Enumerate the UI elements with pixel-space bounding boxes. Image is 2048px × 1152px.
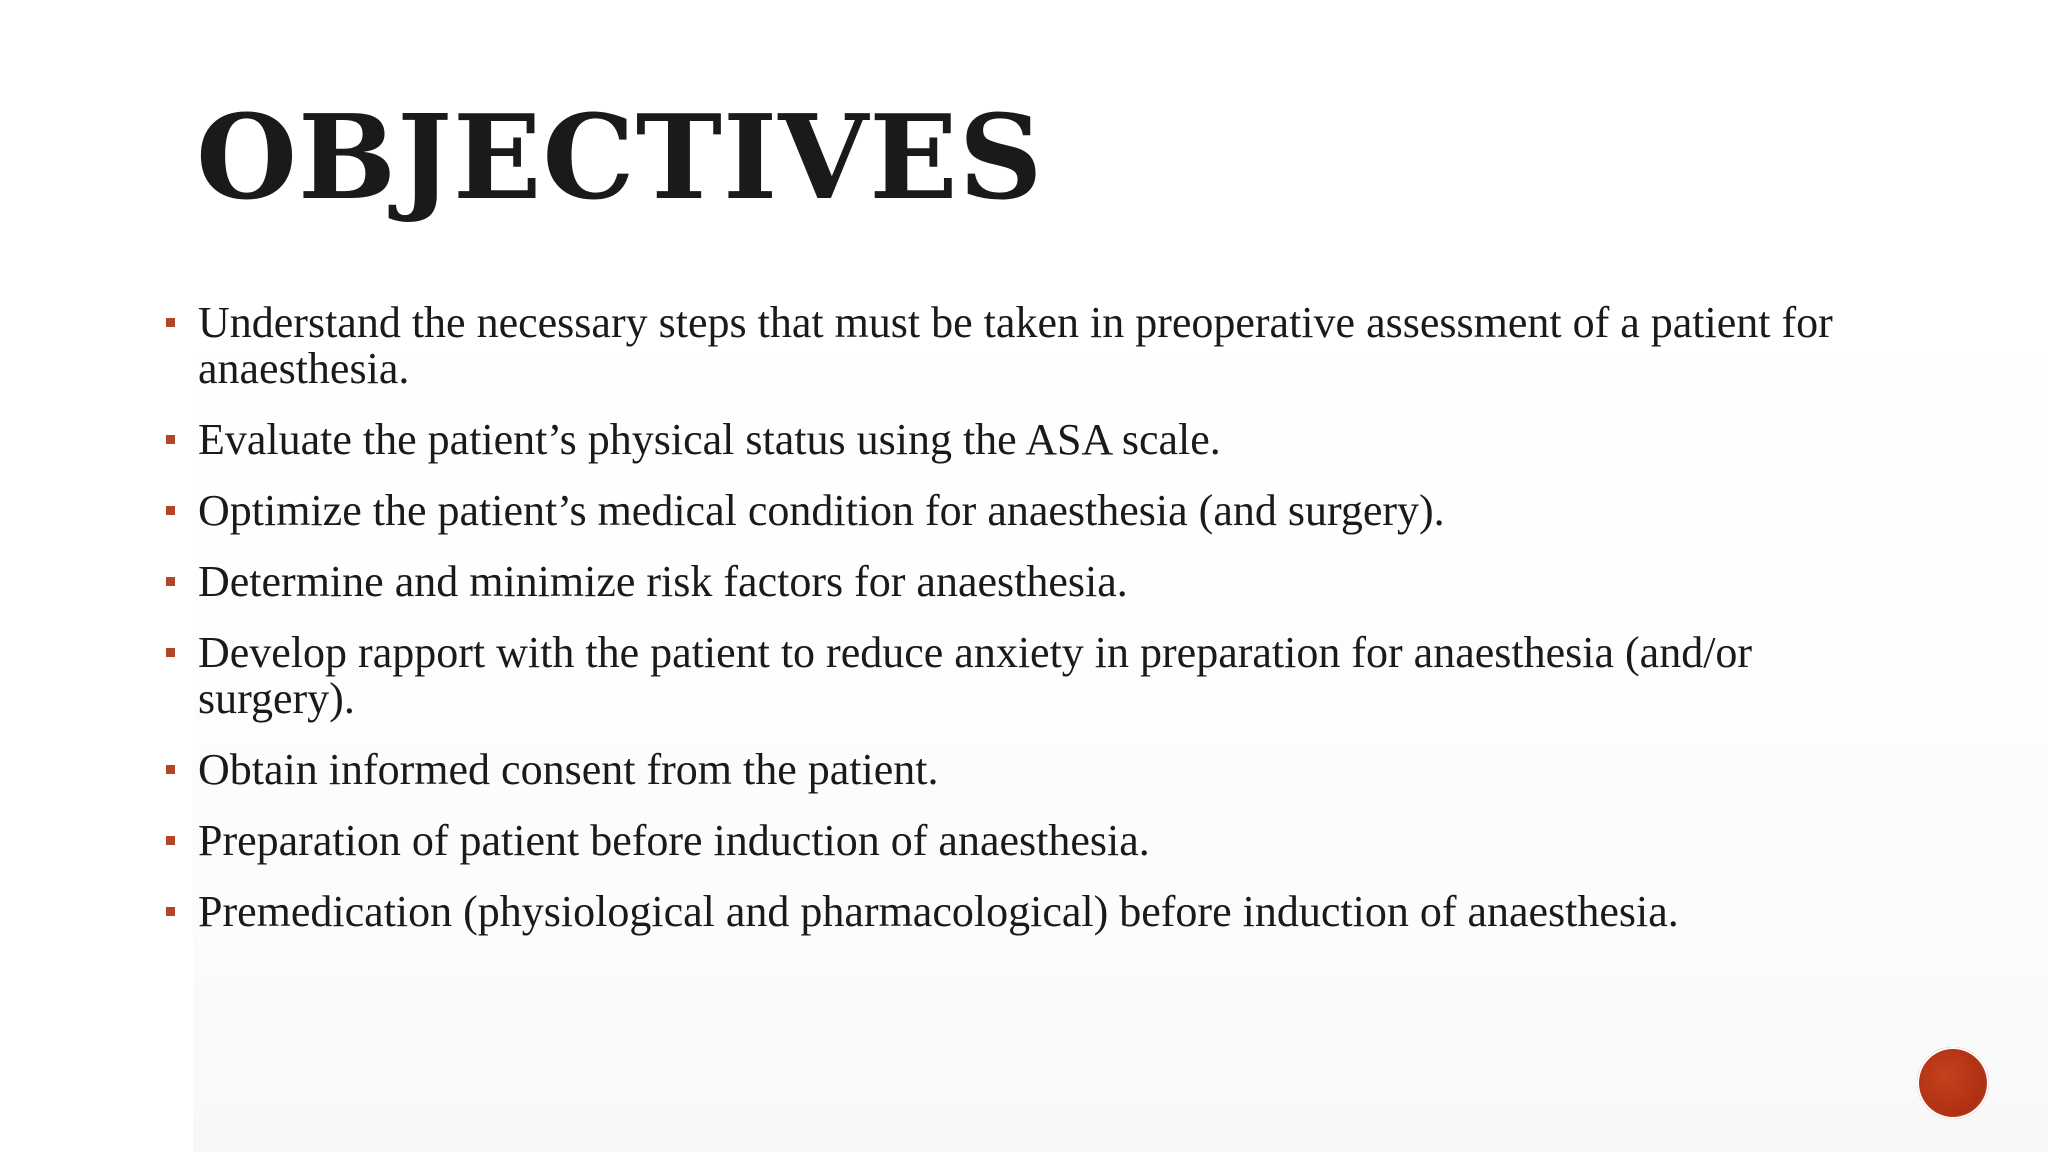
objective-item bbox=[166, 889, 1866, 935]
square-bullet-icon bbox=[166, 765, 175, 774]
objectives-list bbox=[166, 300, 1866, 960]
objective-item bbox=[166, 630, 1866, 722]
objective-text: Premedication (physiological and pharmacological) before induction of anaesthesia. bbox=[198, 887, 1679, 936]
objective-item bbox=[166, 300, 1866, 392]
objective-item bbox=[166, 559, 1866, 605]
objective-item bbox=[166, 417, 1866, 463]
square-bullet-icon bbox=[166, 506, 175, 515]
objective-item bbox=[166, 818, 1866, 864]
square-bullet-icon bbox=[166, 318, 175, 327]
objective-text: Optimize the patient’s medical condition for anaesthesia (and surgery). bbox=[198, 486, 1445, 535]
objective-text: Evaluate the patient’s physical status using the ASA scale. bbox=[198, 415, 1221, 464]
objective-text: Obtain informed consent from the patient. bbox=[198, 745, 939, 794]
square-bullet-icon bbox=[166, 577, 175, 586]
slide-title: OBJECTIVES bbox=[196, 90, 1044, 226]
objective-text: Preparation of patient before induction of anaesthesia. bbox=[198, 816, 1150, 865]
square-bullet-icon bbox=[166, 648, 175, 657]
objective-text: Develop rapport with the patient to reduce anxiety in preparation for anaesthesia (and/or surgery). bbox=[198, 628, 1753, 723]
objective-text: Determine and minimize risk factors for anaesthesia. bbox=[198, 557, 1128, 606]
circle-nav-button-icon[interactable] bbox=[1917, 1047, 1989, 1119]
square-bullet-icon bbox=[166, 907, 175, 916]
objective-item bbox=[166, 488, 1866, 534]
objective-text: Understand the necessary steps that must be taken in preoperative assessment of a patient for anaesthesia. bbox=[198, 298, 1833, 393]
square-bullet-icon bbox=[166, 435, 175, 444]
square-bullet-icon bbox=[166, 836, 175, 845]
objective-item bbox=[166, 747, 1866, 793]
